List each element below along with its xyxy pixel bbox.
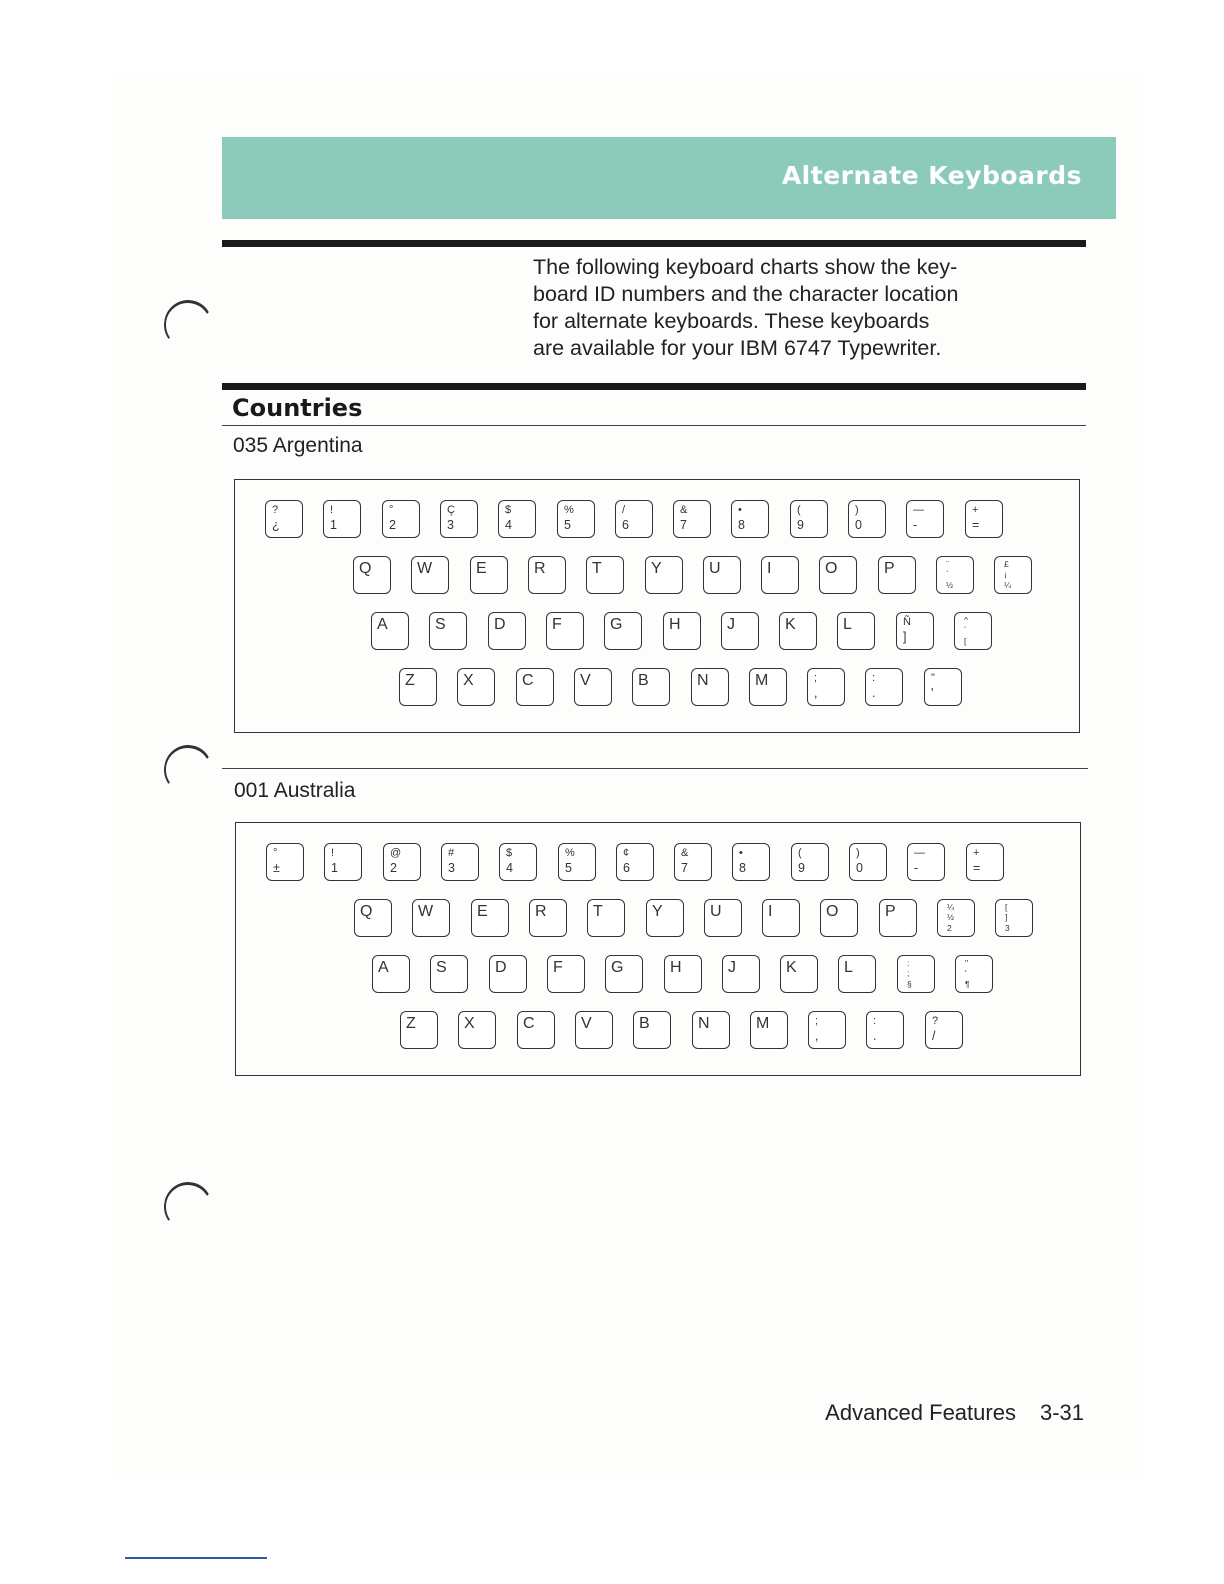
keyboard-key xyxy=(721,612,759,650)
keyboard-key xyxy=(906,500,944,538)
keyboard-key xyxy=(411,556,449,594)
keyboard-key xyxy=(353,556,391,594)
key-legend: ] xyxy=(1005,912,1008,922)
key-legend: - xyxy=(913,518,918,532)
key-legend: = xyxy=(973,861,981,875)
key-legend: : xyxy=(872,672,876,684)
key-legend: I xyxy=(767,560,772,577)
key-legend: G xyxy=(610,616,623,633)
key-legend: 3 xyxy=(448,861,455,875)
keyboard-key xyxy=(936,556,974,594)
keyboard-key xyxy=(458,1011,496,1049)
key-legend: — xyxy=(914,847,925,859)
keyboard-key xyxy=(489,955,527,993)
key-legend: 8 xyxy=(738,518,745,532)
keyboard-key xyxy=(372,955,410,993)
key-legend: ] xyxy=(903,630,907,644)
keyboard-key xyxy=(761,556,799,594)
key-legend: $ xyxy=(506,847,513,859)
key-legend: V xyxy=(580,672,591,689)
footer-section: Advanced Features xyxy=(825,1400,1016,1425)
key-legend: 0 xyxy=(855,518,862,532)
keyboard-key xyxy=(937,899,975,937)
bottom-link-underline xyxy=(125,1557,267,1559)
key-legend: U xyxy=(710,903,722,920)
keyboard-key xyxy=(528,556,566,594)
key-legend: T xyxy=(592,560,602,577)
keyboard-key xyxy=(664,955,702,993)
key-legend: X xyxy=(463,672,474,689)
key-legend: T xyxy=(593,903,603,920)
key-legend: N xyxy=(697,672,709,689)
key-legend: 6 xyxy=(622,518,629,532)
key-legend: + xyxy=(972,504,979,516)
key-legend: ° xyxy=(389,504,394,516)
keyboard-key xyxy=(780,955,818,993)
keyboard-key xyxy=(587,899,625,937)
key-legend: P xyxy=(885,903,896,920)
keyboard-key xyxy=(779,612,817,650)
key-legend: . xyxy=(873,1029,877,1043)
keyboard-key xyxy=(323,500,361,538)
key-legend: Z xyxy=(405,672,415,689)
keyboard-key xyxy=(470,556,508,594)
key-legend: P xyxy=(884,560,895,577)
key-legend: B xyxy=(638,672,649,689)
key-legend: ' xyxy=(931,686,934,700)
key-legend: : xyxy=(873,1015,877,1027)
key-legend: E xyxy=(476,560,487,577)
keyboard-key xyxy=(955,955,993,993)
keyboard-key xyxy=(692,1011,730,1049)
key-legend: / xyxy=(622,504,626,516)
keyboard-key xyxy=(703,556,741,594)
section-underline xyxy=(222,425,1086,426)
keyboard-key xyxy=(837,612,875,650)
key-legend: A xyxy=(377,616,388,633)
key-legend: A xyxy=(378,959,389,976)
key-legend: ) xyxy=(855,504,859,516)
key-legend: , xyxy=(814,686,818,700)
key-legend: I xyxy=(768,903,773,920)
key-legend: J xyxy=(727,616,735,633)
key-legend: H xyxy=(670,959,682,976)
key-legend: - xyxy=(914,861,919,875)
key-legend: [ xyxy=(1005,902,1008,912)
keyboard-key xyxy=(925,1011,963,1049)
keyboard-key xyxy=(849,843,887,881)
key-legend: ; xyxy=(815,1015,819,1027)
key-legend: ; xyxy=(814,672,818,684)
key-legend: 2 xyxy=(390,861,397,875)
keyboard-key xyxy=(429,612,467,650)
key-legend: 9 xyxy=(797,518,804,532)
key-legend: ! xyxy=(331,847,335,859)
keyboard-key xyxy=(722,955,760,993)
key-legend: Y xyxy=(652,903,663,920)
intro-line: board ID numbers and the character location xyxy=(533,282,959,306)
page-title: Alternate Keyboards xyxy=(781,161,1082,190)
page-footer xyxy=(825,1400,1084,1426)
keyboard-key xyxy=(995,899,1033,937)
keyboard-key xyxy=(897,955,935,993)
intro-paragraph xyxy=(533,254,1073,362)
key-legend: L xyxy=(844,959,853,976)
keyboard-key xyxy=(674,843,712,881)
keyboard-key xyxy=(791,843,829,881)
header-banner xyxy=(222,137,1116,219)
keyboard-key xyxy=(731,500,769,538)
keyboard-key xyxy=(383,843,421,881)
key-legend: W xyxy=(418,903,434,920)
key-legend: 1 xyxy=(330,518,337,532)
key-legend: [ xyxy=(964,636,967,646)
keyboard-row xyxy=(400,1011,983,1051)
keyboard-label-argentina: 035 Argentina xyxy=(233,434,363,457)
key-legend: ¿ xyxy=(272,518,280,532)
key-legend: R xyxy=(534,560,546,577)
keyboard-key xyxy=(546,612,584,650)
key-legend: Ç xyxy=(447,504,455,516)
keyboard-key xyxy=(704,899,742,937)
key-legend: C xyxy=(523,1015,535,1032)
key-legend: ? xyxy=(272,504,279,516)
key-legend: ; xyxy=(907,968,910,978)
keyboard-key xyxy=(732,843,770,881)
key-legend: ¢ xyxy=(623,847,630,859)
key-legend: 5 xyxy=(565,861,572,875)
keyboard-key xyxy=(575,1011,613,1049)
page-number: 3-31 xyxy=(1039,1400,1084,1425)
key-legend: X xyxy=(464,1015,475,1032)
keyboard-key xyxy=(471,899,509,937)
keyboard-key xyxy=(878,556,916,594)
key-legend: ' xyxy=(965,968,967,978)
key-legend: S xyxy=(435,616,446,633)
key-legend: Z xyxy=(406,1015,416,1032)
keyboard-key xyxy=(663,612,701,650)
key-legend: • xyxy=(739,847,743,859)
key-legend: ^ xyxy=(964,615,968,625)
key-legend: 9 xyxy=(798,861,805,875)
keyboard-key xyxy=(400,1011,438,1049)
keyboard-key xyxy=(965,500,1003,538)
key-legend: ? xyxy=(932,1015,939,1027)
keyboard-key xyxy=(879,899,917,937)
keyboard-key xyxy=(354,899,392,937)
key-legend: 2 xyxy=(389,518,396,532)
keyboard-key xyxy=(558,843,596,881)
key-legend: . xyxy=(872,686,876,700)
keyboard-key xyxy=(615,500,653,538)
keyboard-key xyxy=(762,899,800,937)
keyboard-key xyxy=(574,668,612,706)
key-legend: ) xyxy=(856,847,860,859)
key-legend: ½ xyxy=(946,580,954,590)
keyboard-key xyxy=(633,1011,671,1049)
key-legend: Q xyxy=(359,560,372,577)
keyboard-divider xyxy=(222,768,1088,769)
keyboard-key xyxy=(966,843,1004,881)
keyboard-row xyxy=(353,556,1053,596)
keyboard-key xyxy=(517,1011,555,1049)
key-legend: Q xyxy=(360,903,373,920)
keyboard-key xyxy=(371,612,409,650)
key-legend: — xyxy=(913,504,924,516)
key-legend: ± xyxy=(273,861,280,875)
keyboard-key xyxy=(646,899,684,937)
key-legend: # xyxy=(448,847,455,859)
keyboard-key xyxy=(924,668,962,706)
keyboard-key xyxy=(632,668,670,706)
key-legend: " xyxy=(931,672,935,684)
key-legend: 7 xyxy=(681,861,688,875)
keyboard-row xyxy=(371,612,1012,652)
keyboard-row xyxy=(354,899,1054,939)
key-legend: ° xyxy=(273,847,278,859)
keyboard-key xyxy=(547,955,585,993)
key-legend: 0 xyxy=(856,861,863,875)
keyboard-key xyxy=(807,668,845,706)
section-rule xyxy=(222,383,1086,390)
keyboard-key xyxy=(866,1011,904,1049)
key-legend: D xyxy=(494,616,506,633)
key-legend: 4 xyxy=(506,861,513,875)
keyboard-key xyxy=(820,899,858,937)
keyboard-chart xyxy=(234,479,1080,733)
key-legend: 2 xyxy=(947,923,952,933)
key-legend: / xyxy=(932,1029,936,1043)
keyboard-key xyxy=(399,668,437,706)
key-legend: ( xyxy=(798,847,802,859)
key-legend: 1 xyxy=(331,861,338,875)
keyboard-key xyxy=(616,843,654,881)
key-legend: B xyxy=(639,1015,650,1032)
keyboard-key xyxy=(673,500,711,538)
keyboard-key xyxy=(441,843,479,881)
key-legend: ¨ xyxy=(946,559,949,569)
key-legend: 8 xyxy=(739,861,746,875)
key-legend: + xyxy=(973,847,980,859)
keyboard-key xyxy=(994,556,1032,594)
keyboard-key xyxy=(750,1011,788,1049)
keyboard-row xyxy=(265,500,1023,540)
key-legend: ¼ xyxy=(947,902,955,912)
key-legend: W xyxy=(417,560,433,577)
keyboard-key xyxy=(605,955,643,993)
key-legend: O xyxy=(826,903,839,920)
key-legend: ! xyxy=(330,504,334,516)
key-legend: 7 xyxy=(680,518,687,532)
keyboard-row xyxy=(372,955,1013,995)
key-legend: • xyxy=(738,504,742,516)
keyboard-row xyxy=(399,668,982,708)
key-legend: & xyxy=(680,504,688,516)
key-legend: ½ xyxy=(947,912,955,922)
key-legend: F xyxy=(553,959,563,976)
key-legend: & xyxy=(681,847,689,859)
key-legend: D xyxy=(495,959,507,976)
key-legend: G xyxy=(611,959,624,976)
keyboard-key xyxy=(324,843,362,881)
key-legend: J xyxy=(728,959,736,976)
keyboard-key xyxy=(954,612,992,650)
keyboard-key xyxy=(896,612,934,650)
keyboard-key xyxy=(457,668,495,706)
key-legend: : xyxy=(907,958,910,968)
keyboard-row xyxy=(266,843,1024,883)
keyboard-key xyxy=(586,556,624,594)
keyboard-key xyxy=(691,668,729,706)
key-legend: 3 xyxy=(1005,923,1010,933)
keyboard-key xyxy=(488,612,526,650)
intro-line: for alternate keyboards. These keyboards xyxy=(533,309,930,333)
keyboard-key xyxy=(430,955,468,993)
key-legend: ¶ xyxy=(965,979,970,989)
key-legend: Y xyxy=(651,560,662,577)
key-legend: ´ xyxy=(964,625,967,635)
top-rule xyxy=(222,240,1086,247)
keyboard-key xyxy=(749,668,787,706)
key-legend: ` xyxy=(946,569,949,579)
keyboard-key xyxy=(808,1011,846,1049)
keyboard-key xyxy=(382,500,420,538)
keyboard-key xyxy=(440,500,478,538)
key-legend: E xyxy=(477,903,488,920)
key-legend: = xyxy=(972,518,980,532)
key-legend: ¡ xyxy=(1004,569,1007,579)
keyboard-key xyxy=(790,500,828,538)
key-legend: V xyxy=(581,1015,592,1032)
key-legend: § xyxy=(907,979,912,989)
keyboard-chart xyxy=(235,822,1081,1076)
key-legend: L xyxy=(843,616,852,633)
keyboard-key xyxy=(265,500,303,538)
keyboard-label-australia: 001 Australia xyxy=(234,779,356,802)
key-legend: K xyxy=(785,616,796,633)
key-legend: U xyxy=(709,560,721,577)
keyboard-key xyxy=(499,843,537,881)
key-legend: R xyxy=(535,903,547,920)
key-legend: £ xyxy=(1004,559,1009,569)
keyboard-key xyxy=(838,955,876,993)
key-legend: M xyxy=(756,1015,770,1032)
key-legend: M xyxy=(755,672,769,689)
key-legend: % xyxy=(564,504,574,516)
key-legend: S xyxy=(436,959,447,976)
keyboard-key xyxy=(516,668,554,706)
key-legend: " xyxy=(965,958,969,968)
keyboard-key xyxy=(865,668,903,706)
intro-line: are available for your IBM 6747 Typewriter. xyxy=(533,336,942,360)
keyboard-key xyxy=(557,500,595,538)
key-legend: Ñ xyxy=(903,616,911,628)
key-legend: ¼ xyxy=(1004,580,1012,590)
keyboard-key xyxy=(645,556,683,594)
key-legend: @ xyxy=(390,847,402,859)
key-legend: F xyxy=(552,616,562,633)
keyboard-key xyxy=(266,843,304,881)
intro-line: The following keyboard charts show the key- xyxy=(533,255,958,279)
keyboard-key xyxy=(412,899,450,937)
key-legend: H xyxy=(669,616,681,633)
key-legend: K xyxy=(786,959,797,976)
key-legend: 5 xyxy=(564,518,571,532)
keyboard-key xyxy=(819,556,857,594)
keyboard-key xyxy=(498,500,536,538)
key-legend: O xyxy=(825,560,838,577)
key-legend: 4 xyxy=(505,518,512,532)
key-legend: ( xyxy=(797,504,801,516)
key-legend: , xyxy=(815,1029,819,1043)
keyboard-key xyxy=(907,843,945,881)
key-legend: 3 xyxy=(447,518,454,532)
key-legend: N xyxy=(698,1015,710,1032)
key-legend: $ xyxy=(505,504,512,516)
key-legend: % xyxy=(565,847,575,859)
keyboard-key xyxy=(529,899,567,937)
key-legend: C xyxy=(522,672,534,689)
keyboard-key xyxy=(604,612,642,650)
section-title: Countries xyxy=(232,394,363,422)
key-legend: 6 xyxy=(623,861,630,875)
keyboard-key xyxy=(848,500,886,538)
